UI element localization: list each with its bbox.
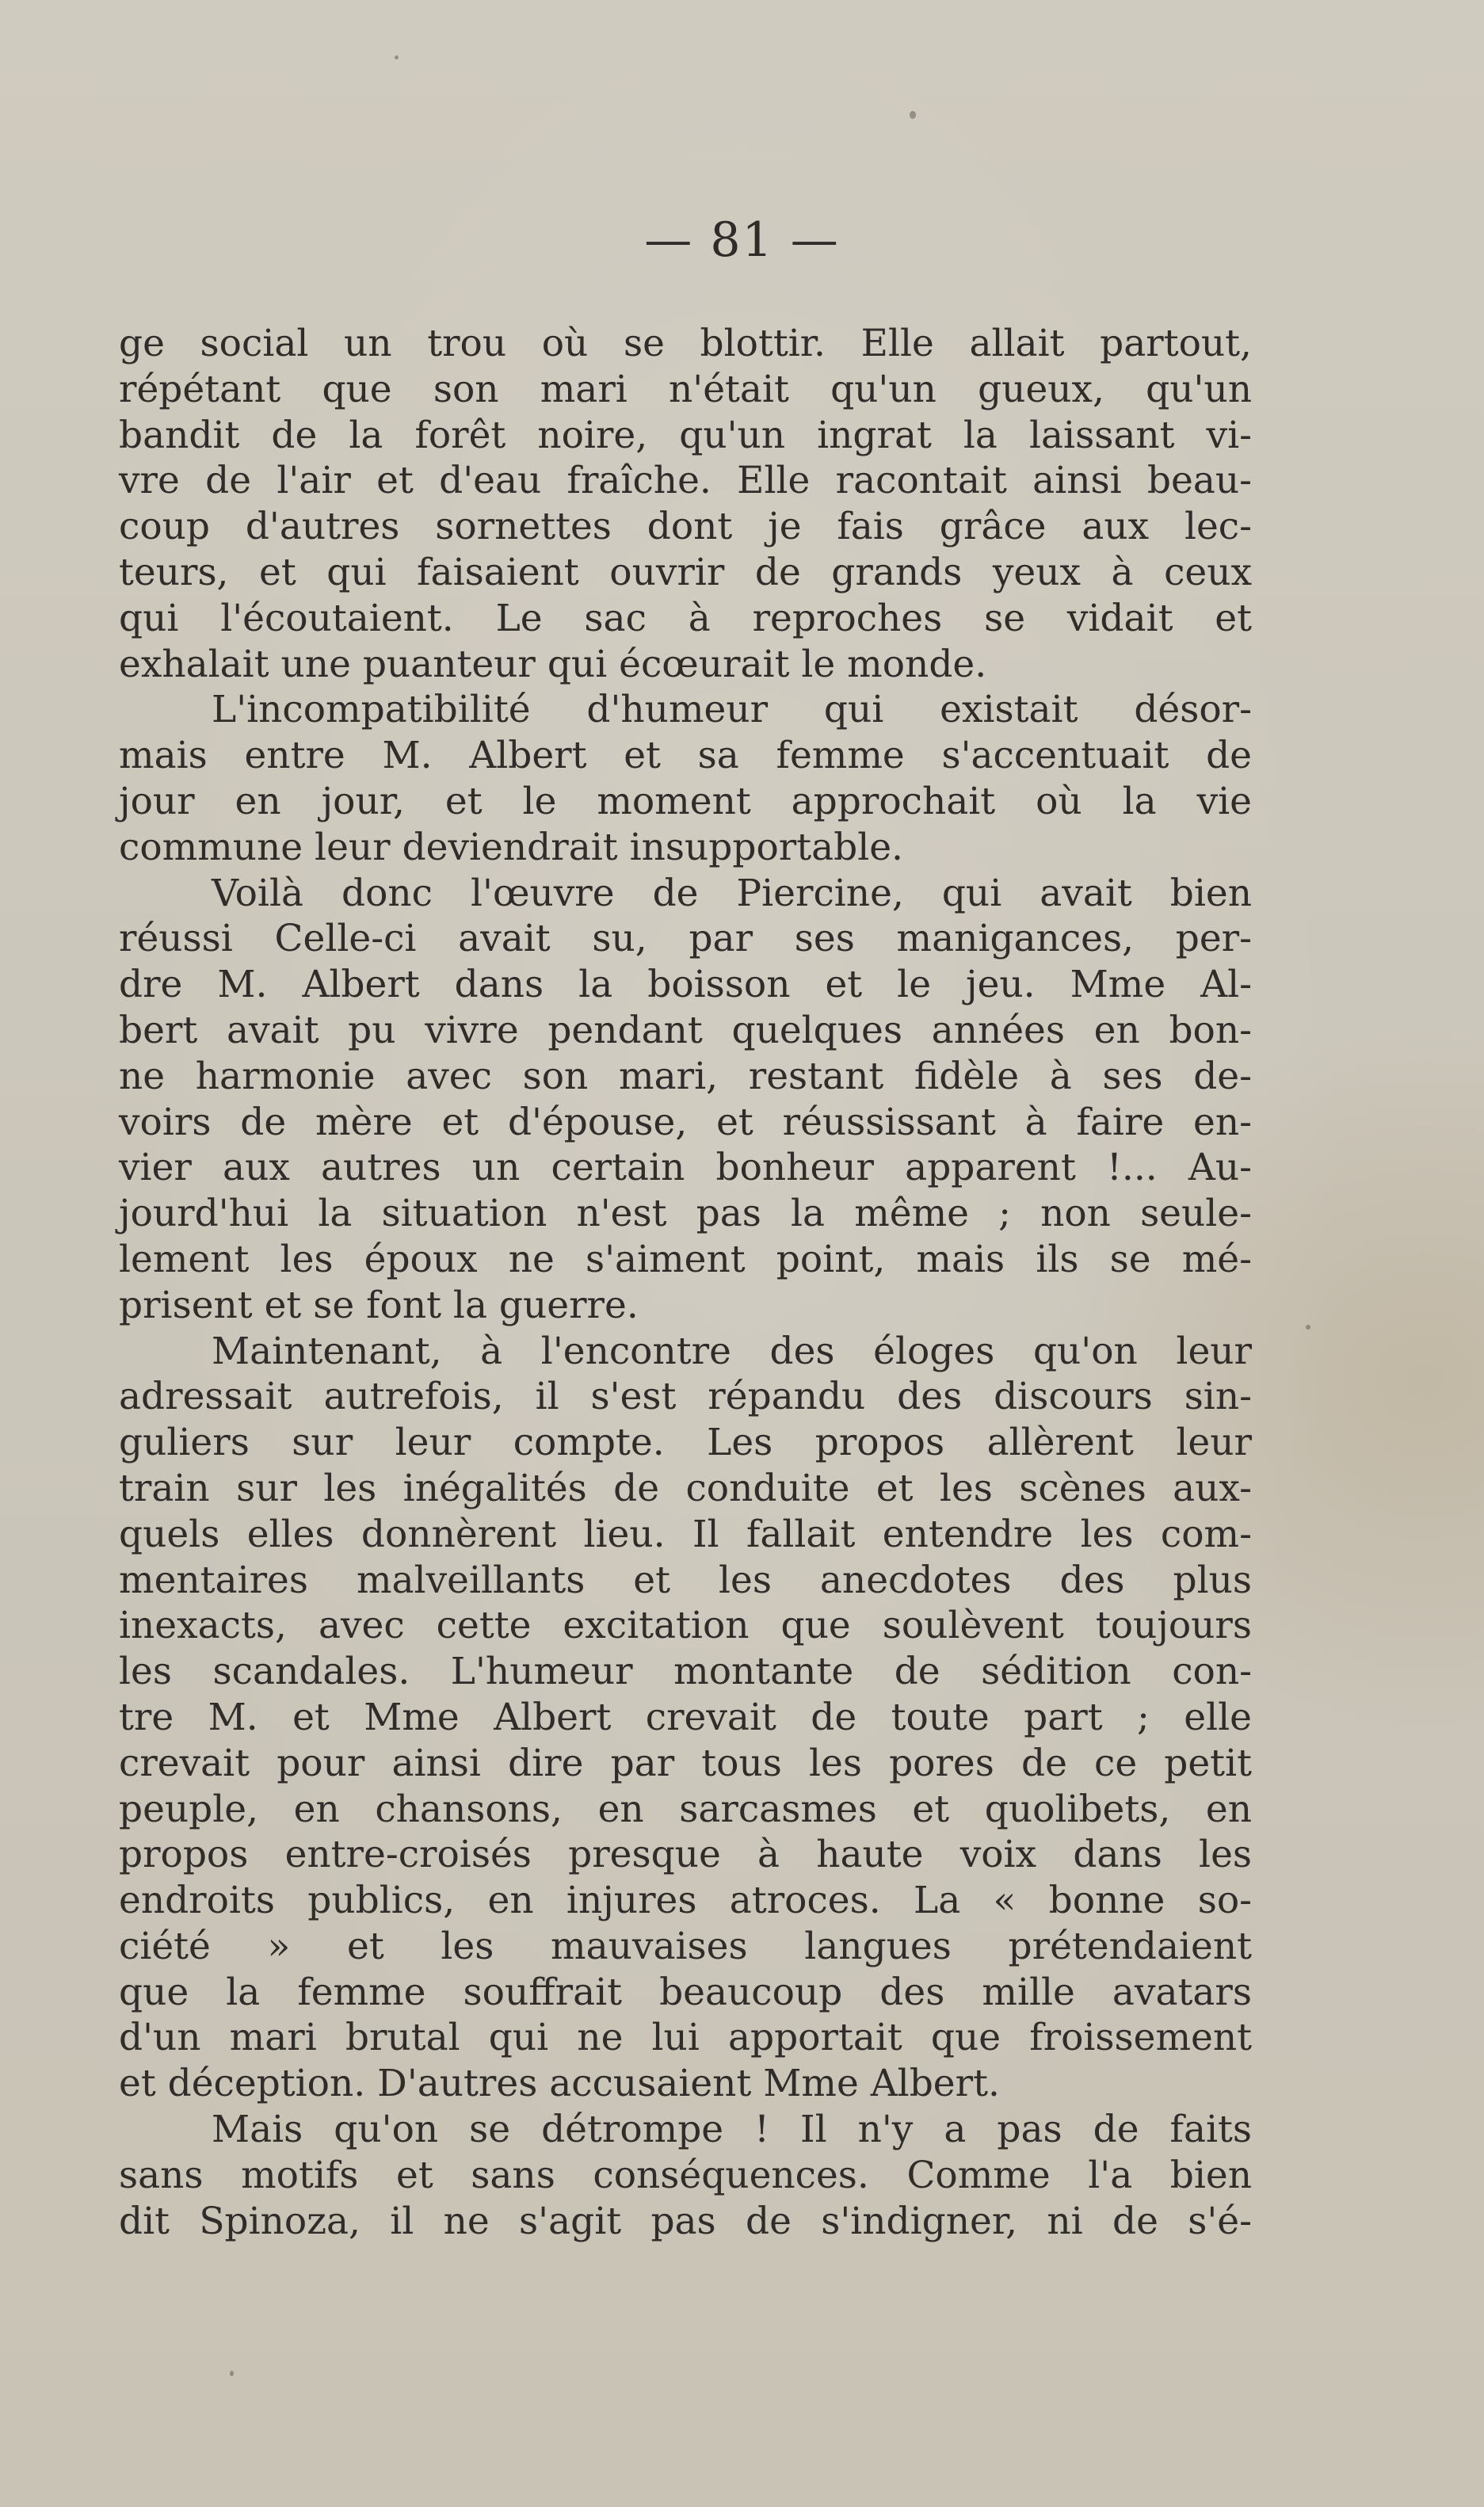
- text-line: exhalait une puanteur qui écœurait le monde.: [119, 642, 987, 686]
- text-line: peuple, en chansons, en sarcasmes et quolibets, en: [119, 1787, 1252, 1831]
- text-line: train sur les inégalités de conduite et les scènes aux-: [119, 1466, 1252, 1510]
- paper-speck: [395, 55, 399, 59]
- text-line: Voilà donc l'œuvre de Piercine, qui avait bien: [212, 871, 1252, 915]
- text-line: dre M. Albert dans la boisson et le jeu. Mme Al-: [119, 963, 1252, 1007]
- text-line: L'incompatibilité d'humeur qui existait désor-: [212, 688, 1252, 732]
- paper-speck: [1306, 1325, 1310, 1330]
- text-line: coup d'autres sornettes dont je fais grâce aux lec-: [119, 505, 1252, 549]
- text-line: ne harmonie avec son mari, restant fidèle à ses de-: [119, 1054, 1252, 1098]
- text-line: bert avait pu vivre pendant quelques années en bon-: [119, 1008, 1252, 1052]
- text-line: propos entre-croisés presque à haute voix dans les: [119, 1833, 1252, 1877]
- text-line: ciété » et les mauvaises langues prétendaient: [119, 1924, 1252, 1968]
- text-line: réussi Celle-ci avait su, par ses manigances, per-: [119, 917, 1252, 961]
- text-line: tre M. et Mme Albert crevait de toute part ; elle: [119, 1695, 1252, 1739]
- text-line: ge social un trou où se blottir. Elle allait partout,: [119, 322, 1252, 365]
- text-line: mentaires malveillants et les anecdotes des plus: [119, 1558, 1252, 1602]
- text-line: qui l'écoutaient. Le sac à reproches se vidait et: [119, 596, 1252, 640]
- text-line: teurs, et qui faisaient ouvrir de grands yeux à ceux: [119, 550, 1252, 594]
- text-line: sans motifs et sans conséquences. Comme l'a bien: [119, 2153, 1252, 2197]
- text-line: commune leur deviendrait insupportable.: [119, 825, 903, 869]
- text-line: guliers sur leur compte. Les propos allèrent leur: [119, 1421, 1252, 1465]
- text-line: vre de l'air et d'eau fraîche. Elle racontait ainsi beau-: [119, 459, 1252, 503]
- text-line: que la femme souffrait beaucoup des mille avatars: [119, 1970, 1252, 2014]
- text-line: adressait autrefois, il s'est répandu des discours sin-: [119, 1375, 1252, 1419]
- page-number: — 81 —: [644, 212, 840, 268]
- text-line: crevait pour ainsi dire par tous les pores de ce petit: [119, 1741, 1252, 1785]
- text-line: prisent et se font la guerre.: [119, 1283, 639, 1327]
- text-line: bandit de la forêt noire, qu'un ingrat la laissant vi-: [119, 413, 1252, 457]
- text-line: et déception. D'autres accusaient Mme Albert.: [119, 2062, 1000, 2106]
- text-line: les scandales. L'humeur montante de sédition con-: [119, 1650, 1252, 1694]
- text-line: voirs de mère et d'épouse, et réussissant à faire en-: [119, 1100, 1252, 1144]
- text-line: quels elles donnèrent lieu. Il fallait entendre les com-: [119, 1512, 1252, 1556]
- body-text: [119, 321, 1252, 2244]
- text-line: vier aux autres un certain bonheur apparent !... Au-: [119, 1146, 1252, 1190]
- text-line: d'un mari brutal qui ne lui apportait que froissement: [119, 2016, 1252, 2060]
- text-line: inexacts, avec cette excitation que soulèvent toujours: [119, 1604, 1252, 1648]
- paper-speck: [230, 2371, 234, 2376]
- paper-speck: [910, 111, 916, 119]
- text-line: endroits publics, en injures atroces. La « bonne so-: [119, 1879, 1252, 1923]
- text-line: mais entre M. Albert et sa femme s'accentuait de: [119, 734, 1252, 778]
- text-line: Maintenant, à l'encontre des éloges qu'on leur: [212, 1329, 1252, 1373]
- text-line: répétant que son mari n'était qu'un gueux, qu'un: [119, 367, 1252, 411]
- text-line: lement les époux ne s'aiment point, mais ils se mé-: [119, 1237, 1252, 1281]
- text-line: jourd'hui la situation n'est pas la même ; non seule-: [119, 1192, 1252, 1236]
- text-line: dit Spinoza, il ne s'agit pas de s'indigner, ni de s'é-: [119, 2199, 1252, 2243]
- text-line: jour en jour, et le moment approchait où la vie: [119, 779, 1252, 823]
- text-line: Mais qu'on se détrompe ! Il n'y a pas de faits: [212, 2108, 1252, 2152]
